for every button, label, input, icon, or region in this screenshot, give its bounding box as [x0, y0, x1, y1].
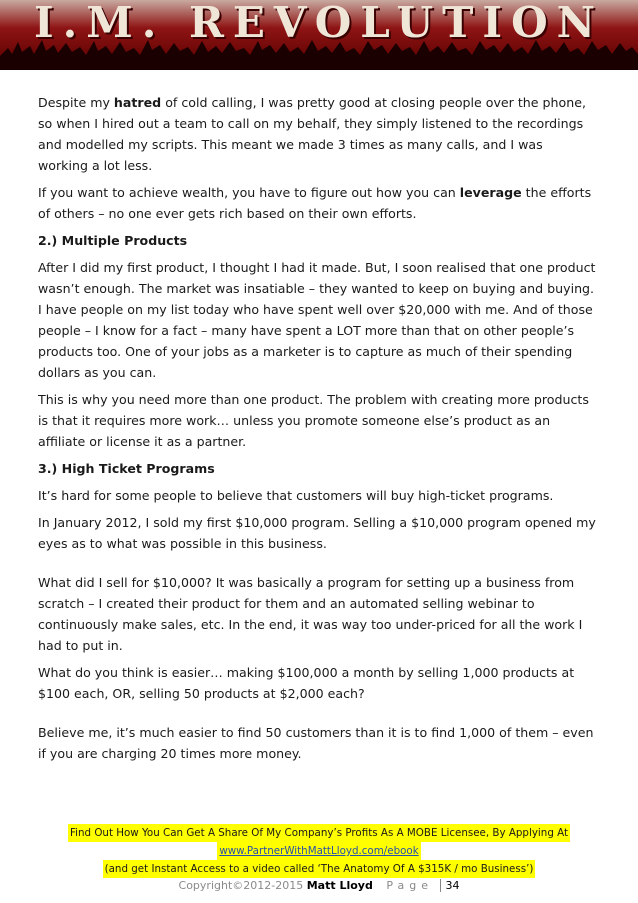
- paragraph: Despite my hatred of cold calling, I was pretty good at closing people over the phone, so when I hired out a team to call on my behalf, they simply listened to the recordings and modelled my scripts. This meant we made 3 times as many calls, and I was working a lot less.: [38, 95, 586, 173]
- page-content: [38, 92, 596, 770]
- paragraph: In January 2012, I sold my first $10,000 program. Selling a $10,000 program opened my eyes as to what was possible in this business.: [38, 515, 596, 551]
- paragraph: If you want to achieve wealth, you have to figure out how you can leverage the efforts of others – no one ever gets rich based on their own efforts.: [38, 185, 592, 221]
- paragraph: It’s hard for some people to believe that customers will buy high-ticket programs.: [38, 488, 554, 503]
- section-heading-multiple-products: 2.) Multiple Products: [38, 233, 188, 248]
- paragraph: What did I sell for $10,000? It was basically a program for setting up a business from scratch – I created their product for them and an automated selling webinar to continuously make sales, etc. In the end, it was way too under-priced for all the work I had to put in.: [38, 575, 583, 653]
- paragraph: Believe me, it’s much easier to find 50 customers than it is to find 1,000 of them – even if you are charging 20 times more money.: [38, 725, 594, 761]
- section-heading-high-ticket: 3.) High Ticket Programs: [38, 461, 215, 476]
- page-number: 34: [440, 879, 459, 892]
- paragraph: What do you think is easier… making $100,000 a month by selling 1,000 products at $100 each, OR, selling 50 products at $2,000 each?: [38, 665, 575, 701]
- footer-video-text: (and get Instant Access to a video called ‘The Anatomy Of A $315K / mo Business’): [103, 860, 536, 878]
- header-title: I.M. REVOLUTION: [33, 0, 605, 47]
- footer-promo: [0, 824, 638, 878]
- footer-link[interactable]: www.PartnerWithMattLloyd.com/ebook: [219, 845, 419, 857]
- paragraph: This is why you need more than one product. The problem with creating more products is that it requires more work… unless you promote someone else’s product as an affiliate or license it as a partner.: [38, 392, 589, 449]
- header-banner: [0, 0, 638, 70]
- paragraph: After I did my first product, I thought I had it made. But, I soon realised that one product wasn’t enough. The market was insatiable – they wanted to keep on buying and buying. I have people on my list today who have spent well over $20,000 with me. And of those people – I know for a fact – many have spent a LOT more than that on other people’s products too. One of your jobs as a marketer is to capture as much of their spending dollars as you can.: [38, 260, 596, 380]
- page-label: Page: [386, 879, 433, 892]
- author-name: Matt Lloyd: [306, 879, 373, 892]
- copyright-line: [0, 879, 638, 892]
- copyright-text: Copyright©2012-2015: [178, 879, 304, 892]
- footer-promo-text: Find Out How You Can Get A Share Of My Company’s Profits As A MOBE Licensee, By Applying At: [68, 824, 570, 842]
